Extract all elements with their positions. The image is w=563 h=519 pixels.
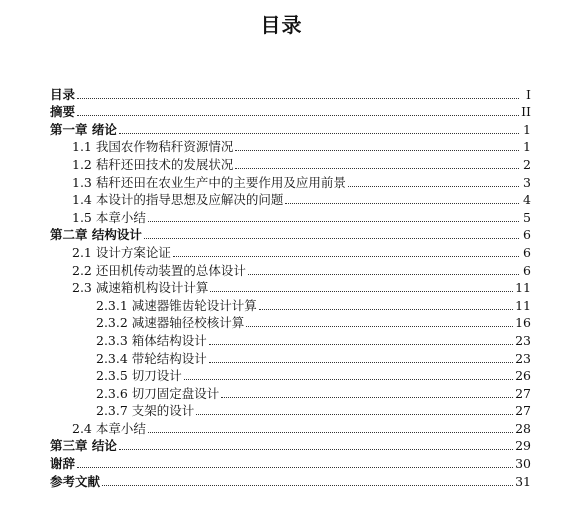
toc-entry-page-number: 27 bbox=[515, 403, 531, 419]
toc-entry-page-number: 11 bbox=[515, 280, 531, 296]
toc-entry-title: 1.2 秸秆还田技术的发展状况 bbox=[72, 156, 234, 172]
toc-entry-title: 2.3.3 箱体结构设计 bbox=[96, 332, 207, 348]
dot-leader bbox=[173, 256, 519, 257]
toc-entry[interactable] bbox=[50, 471, 531, 489]
dot-leader bbox=[235, 168, 519, 169]
toc-entry-page-number: 29 bbox=[515, 438, 531, 454]
toc-entry-title: 谢辞 bbox=[50, 456, 76, 472]
dot-leader bbox=[119, 133, 519, 134]
toc-entry[interactable] bbox=[50, 453, 531, 471]
toc-entry-page-number: 23 bbox=[515, 332, 531, 348]
toc-entry-title: 第二章 结构设计 bbox=[50, 227, 142, 243]
toc-entry[interactable] bbox=[50, 383, 531, 401]
toc-entry-title: 2.2 还田机传动装置的总体设计 bbox=[72, 262, 246, 278]
toc-entry[interactable] bbox=[50, 295, 531, 313]
toc-entry-page-number: 6 bbox=[523, 262, 531, 278]
dot-leader bbox=[184, 379, 513, 380]
toc-entry-page-number: 26 bbox=[515, 368, 531, 384]
toc-entry-title: 2.1 设计方案论证 bbox=[72, 244, 171, 260]
dot-leader bbox=[348, 186, 519, 187]
toc-entry-title: 第三章 结论 bbox=[50, 438, 117, 454]
table-of-contents bbox=[50, 84, 531, 489]
dot-leader bbox=[235, 150, 519, 151]
toc-entry[interactable] bbox=[50, 137, 531, 155]
toc-entry-page-number: 4 bbox=[523, 192, 531, 208]
toc-entry[interactable] bbox=[50, 207, 531, 225]
toc-entry-page-number: 11 bbox=[515, 297, 531, 313]
toc-entry-title: 2.4 本章小结 bbox=[72, 420, 146, 436]
toc-entry-title: 参考文献 bbox=[50, 473, 101, 489]
toc-entry[interactable] bbox=[50, 84, 531, 102]
toc-entry-title: 1.5 本章小结 bbox=[72, 209, 146, 225]
toc-entry[interactable] bbox=[50, 418, 531, 436]
dot-leader bbox=[259, 309, 513, 310]
page-title: 目录 bbox=[260, 13, 303, 37]
toc-entry-page-number: 3 bbox=[523, 174, 531, 190]
toc-entry-page-number: 23 bbox=[515, 350, 531, 366]
toc-entry[interactable] bbox=[50, 242, 531, 260]
toc-entry-title: 2.3.5 切刀设计 bbox=[96, 368, 182, 384]
toc-entry-page-number: II bbox=[521, 104, 531, 120]
toc-entry-page-number: 1 bbox=[523, 121, 531, 137]
toc-entry-page-number: 30 bbox=[515, 456, 531, 472]
toc-entry-title: 目录 bbox=[50, 86, 76, 102]
toc-entry[interactable] bbox=[50, 119, 531, 137]
toc-entry[interactable] bbox=[50, 348, 531, 366]
toc-entry-page-number: 27 bbox=[515, 385, 531, 401]
dot-leader bbox=[196, 414, 513, 415]
toc-entry-title: 2.3.2 减速器轴径校核计算 bbox=[96, 315, 245, 331]
dot-leader bbox=[119, 449, 513, 450]
dot-leader bbox=[246, 326, 513, 327]
dot-leader bbox=[209, 362, 513, 363]
toc-entry-page-number: I bbox=[526, 86, 531, 102]
toc-entry[interactable] bbox=[50, 190, 531, 208]
dot-leader bbox=[148, 221, 519, 222]
dot-leader bbox=[210, 291, 513, 292]
toc-entry-page-number: 31 bbox=[515, 473, 531, 489]
toc-entry[interactable] bbox=[50, 102, 531, 120]
toc-entry-title: 第一章 绪论 bbox=[50, 121, 117, 137]
dot-leader bbox=[148, 432, 513, 433]
toc-entry[interactable] bbox=[50, 278, 531, 296]
dot-leader bbox=[221, 397, 513, 398]
toc-entry-page-number: 16 bbox=[515, 315, 531, 331]
toc-entry[interactable] bbox=[50, 330, 531, 348]
toc-entry-page-number: 6 bbox=[523, 227, 531, 243]
toc-entry-title: 摘要 bbox=[50, 104, 76, 120]
toc-entry-page-number: 6 bbox=[523, 244, 531, 260]
toc-entry-page-number: 28 bbox=[515, 420, 531, 436]
dot-leader bbox=[102, 485, 513, 486]
dot-leader bbox=[77, 98, 519, 99]
toc-entry-page-number: 2 bbox=[523, 156, 531, 172]
toc-entry-title: 2.3.6 切刀固定盘设计 bbox=[96, 385, 220, 401]
toc-entry[interactable] bbox=[50, 313, 531, 331]
dot-leader bbox=[77, 467, 513, 468]
toc-entry-title: 1.3 秸秆还田在农业生产中的主要作用及应用前景 bbox=[72, 174, 346, 190]
toc-entry-title: 1.1 我国农作物秸秆资源情况 bbox=[72, 139, 234, 155]
toc-entry[interactable] bbox=[50, 172, 531, 190]
toc-entry[interactable] bbox=[50, 225, 531, 243]
toc-entry-title: 1.4 本设计的指导思想及应解决的问题 bbox=[72, 192, 284, 208]
toc-entry[interactable] bbox=[50, 401, 531, 419]
dot-leader bbox=[209, 344, 513, 345]
dot-leader bbox=[77, 115, 519, 116]
toc-entry-title: 2.3.4 带轮结构设计 bbox=[96, 350, 207, 366]
toc-entry[interactable] bbox=[50, 154, 531, 172]
toc-entry[interactable] bbox=[50, 366, 531, 384]
toc-entry[interactable] bbox=[50, 436, 531, 454]
dot-leader bbox=[248, 274, 519, 275]
dot-leader bbox=[285, 203, 519, 204]
toc-entry-title: 2.3 减速箱机构设计计算 bbox=[72, 280, 209, 296]
toc-entry-title: 2.3.1 减速器锥齿轮设计计算 bbox=[96, 297, 257, 313]
toc-entry[interactable] bbox=[50, 260, 531, 278]
toc-entry-page-number: 1 bbox=[523, 139, 531, 155]
dot-leader bbox=[144, 238, 519, 239]
toc-entry-title: 2.3.7 支架的设计 bbox=[96, 403, 195, 419]
toc-entry-page-number: 5 bbox=[523, 209, 531, 225]
